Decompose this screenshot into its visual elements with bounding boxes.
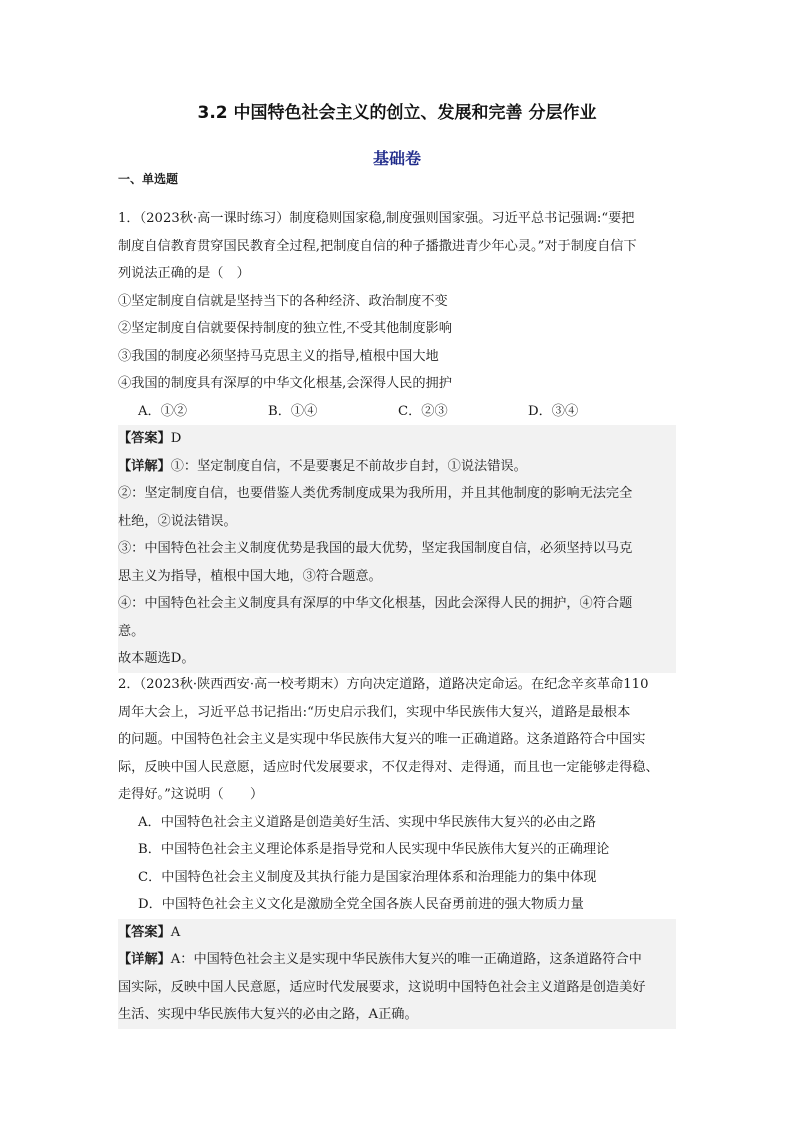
q1-detail-line: 意。 xyxy=(118,623,145,639)
q1-choice-a: A．①② xyxy=(138,403,188,419)
question-2 xyxy=(118,671,676,1029)
q1-answer xyxy=(118,425,676,453)
detail-text: A：中国特色社会主义是实现中华民族伟大复兴的唯一正确道路，这条道路符合中 xyxy=(170,952,642,967)
q1-statement: ①坚定制度自信就是坚持当下的各种经济、政治制度不变 xyxy=(118,293,448,309)
answer-label: 【答案】 xyxy=(118,431,171,446)
answer-label: 【答案】 xyxy=(118,924,171,940)
q1-choice-d: D．③④ xyxy=(528,403,579,419)
q1-statement: ③我国的制度必须坚持马克思主义的指导,植根中国大地 xyxy=(118,348,439,364)
q2-stem-line: 际，反映中国人民意愿，适应时代发展要求，不仅走得对、走得通，而且也一定能够走得稳、 xyxy=(118,759,659,775)
q1-choice-c: C．②③ xyxy=(398,403,448,419)
detail-label: 【详解】 xyxy=(118,952,171,967)
q1-choices xyxy=(118,398,676,426)
q1-detail-line: ③：中国特色社会主义制度优势是我国的最大优势，坚定我国制度自信，必须坚持以马克 xyxy=(118,541,633,556)
answer-value: A xyxy=(170,924,181,940)
q1-answer-block xyxy=(118,425,676,673)
q1-detail-line: ④：中国特色社会主义制度具有深厚的中华文化根基，因此会深得人民的拥护，④符合题 xyxy=(118,596,633,611)
level-title: 基础卷 xyxy=(372,149,421,168)
q1-stem-line: 制度自信教育贯穿国民教育全过程,把制度自信的种子播撒进青少年心灵。”对于制度自信下 xyxy=(118,238,637,254)
q2-stem-line: 周年大会上，习近平总书记指出:“历史启示我们，实现中华民族伟大复兴，道路是最根本 xyxy=(118,704,631,720)
q1-detail-line: 故本题选D。 xyxy=(118,651,195,666)
q1-detail-line: 思主义为指导，植根中国大地，③符合题意。 xyxy=(118,568,382,584)
question-1 xyxy=(118,205,676,673)
q1-choice-b: B．①④ xyxy=(268,403,318,419)
q2-stem-line: 的问题。中国特色社会主义是实现中华民族伟大复兴的唯一正确道路。这条道路符合中国实 xyxy=(118,732,646,747)
q1-statement: ④我国的制度具有深厚的中华文化根基,会深得人民的拥护 xyxy=(118,376,452,391)
q1-detail-line: 杜绝，②说法错误。 xyxy=(118,513,237,529)
q1-stem-line: 1．（2023秋·高一课时练习）制度稳则国家稳,制度强则国家强。习近平总书记强调:“要把 xyxy=(118,211,635,226)
q2-option-b: B．中国特色社会主义理论体系是指导党和人民实现中华民族伟大复兴的正确理论 xyxy=(138,842,610,857)
section-heading: 一、单选题 xyxy=(118,172,179,186)
q1-statement: ②坚定制度自信就要保持制度的独立性,不受其他制度影响 xyxy=(118,321,452,336)
q2-option-a: A．中国特色社会主义道路是创造美好生活、实现中华民族伟大复兴的必由之路 xyxy=(138,814,596,830)
answer-value: D xyxy=(170,431,182,446)
q2-stem-line: 走得好。”这说明（ ） xyxy=(118,787,264,802)
q2-detail-line: 生活、实现中华民族伟大复兴的必由之路，A正确。 xyxy=(118,1007,418,1022)
q2-detail-line xyxy=(118,946,676,974)
q1-detail-line: ②：坚定制度自信，也要借鉴人类优秀制度成果为我所用，并且其他制度的影响无法完全 xyxy=(118,486,633,501)
q2-option-d: D．中国特色社会主义文化是激励全党全国各族人民奋勇前进的强大物质力量 xyxy=(138,897,584,912)
q1-stem-line: 列说法正确的是（ ） xyxy=(118,266,250,281)
detail-text: ①：坚定制度自信，不是要裹足不前故步自封，①说法错误。 xyxy=(170,458,527,474)
q2-answer xyxy=(118,919,676,947)
q2-option-c: C．中国特色社会主义制度及其执行能力是国家治理体系和治理能力的集中体现 xyxy=(138,869,597,885)
q2-answer-block xyxy=(118,919,676,1029)
detail-label: 【详解】 xyxy=(118,458,171,474)
q2-stem-line: 2．（2023秋·陕西西安·高一校考期末）方向决定道路，道路决定命运。在纪念辛亥革命110 xyxy=(118,677,649,692)
q1-detail-line xyxy=(118,453,676,481)
document-title: 3.2 中国特色社会主义的创立、发展和完善 分层作业 xyxy=(197,103,597,123)
q2-detail-line: 国实际，反映中国人民意愿，适应时代发展要求，这说明中国特色社会主义道路是创造美好 xyxy=(118,979,646,995)
